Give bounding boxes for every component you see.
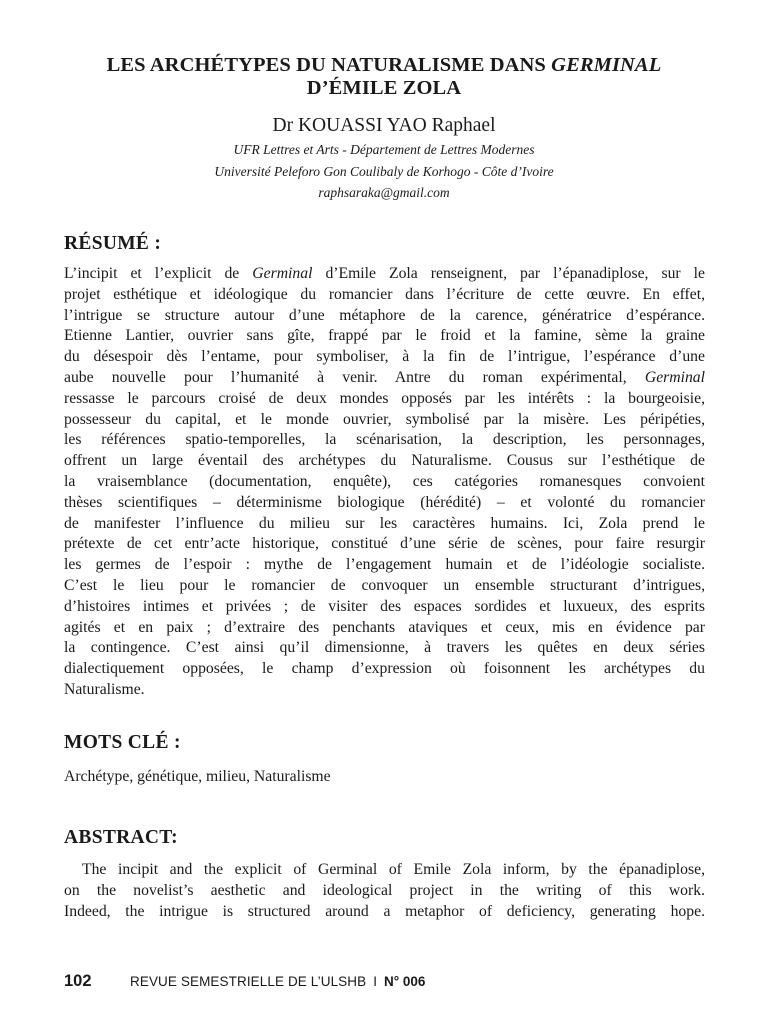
keywords-text: Archétype, génétique, milieu, Naturalisme <box>64 768 331 785</box>
issue-number: N° 006 <box>384 973 426 989</box>
journal-name: REVUE SEMESTRIELLE DE L’ULSHB <box>130 973 367 989</box>
affiliation-university: Université Peleforo Gon Coulibaly de Korhogo - Côte d’Ivoire <box>214 163 554 179</box>
keywords-heading: MOTS CLÉ : <box>64 732 181 753</box>
resume-line: les références spatio-temporelles, la scénarisation, la description, les personnages, <box>64 431 705 449</box>
resume-line-1b: d’Emile Zola renseignent, par l’épanadiplose, sur le <box>312 265 705 282</box>
resume-line-1a: L’incipit et l’explicit de <box>64 265 253 282</box>
resume-heading: RÉSUMÉ : <box>64 233 162 254</box>
resume-line: du désespoir dès l’entame, pour symboliser, à la fin de l’intrigue, l’espérance d’une <box>64 348 705 366</box>
resume-line: dialectiquement opposées, le champ d’expression où foisonnent les archétypes du <box>64 660 705 678</box>
article-title <box>64 54 704 100</box>
author-name: Dr KOUASSI YAO Raphael <box>272 115 496 136</box>
abstract-line: Indeed, the intrigue is structured around a metaphor of deficiency, generating hope. <box>64 902 705 920</box>
resume-line: C’est le lieu pour le romancier de convoquer un ensemble structurant d’intrigues, <box>64 576 705 594</box>
resume-line: offrent un large éventail des archétypes du Naturalisme. Cousus sur l’esthétique de <box>64 452 705 470</box>
affiliation-department: UFR Lettres et Arts - Département de Lettres Modernes <box>233 142 535 157</box>
title-line-1 <box>64 54 704 77</box>
resume-line: thèses scientifiques – déterminisme biologique (hérédité) – et volonté du romancier <box>64 493 705 511</box>
page-number: 102 <box>64 971 92 990</box>
affiliation <box>64 139 704 204</box>
resume-line <box>64 368 705 389</box>
resume-line: la vraisemblance (documentation, enquête), ces catégories romanesques convoient <box>64 472 705 490</box>
resume-line: possesseur du capital, et le monde ouvrier, symbolisé par la misère. Les péripéties, <box>64 410 705 428</box>
resume-line: projet esthétique et idéologique du romancier dans l’écriture de cette œuvre. En effet, <box>64 285 705 303</box>
page-footer <box>64 970 425 992</box>
resume-line: la contingence. C’est ainsi qu’il dimensionne, à travers les quêtes en deux séries <box>64 639 705 657</box>
resume-line: prétexte de cet entr’acte historique, constitué d’une série de scènes, pour faire resurgir <box>64 535 705 553</box>
resume-line: d’histoires intimes et privées ; de visiter des espaces sordides et luxueux, des esprits <box>64 597 705 615</box>
resume-line: Naturalisme. <box>64 680 145 698</box>
abstract-body <box>64 860 705 922</box>
author-email[interactable]: raphsaraka@gmail.com <box>318 185 450 200</box>
title-line-1-text: LES ARCHÉTYPES DU NATURALISME DANS <box>106 54 552 76</box>
resume-body <box>64 264 705 701</box>
resume-line <box>64 264 705 285</box>
resume-line: Etienne Lantier, ouvrier sans gîte, frappé par le froid et la famine, sème la graine <box>64 327 705 345</box>
resume-italic-work-2: Germinal <box>644 368 705 386</box>
title-line-2: D’ÉMILE ZOLA <box>306 77 462 99</box>
resume-line: de manifester l’influence du milieu sur les caractères humains. Ici, Zola prend le <box>64 514 705 532</box>
resume-line: ressasse le parcours croisé de deux mondes opposés par les intérêts : la bourgeoisie, <box>64 389 705 407</box>
abstract-heading: ABSTRACT: <box>64 827 178 848</box>
footer-separator: I <box>373 973 377 989</box>
resume-line: l’intrigue se structure autour d’une métaphore de la carence, génératrice d’espérance. <box>64 306 705 324</box>
resume-italic-work: Germinal <box>252 265 313 282</box>
abstract-line: The incipit and the explicit of Germinal of Emile Zola inform, by the épanadiplose, <box>82 861 705 878</box>
title-italic-work: GERMINAL <box>551 54 662 76</box>
abstract-line: on the novelist’s aesthetic and ideological project in the writing of this work. <box>64 881 705 899</box>
resume-line: les germes de l’espoir : mythe de l’engagement humain et de l’idéologie socialiste. <box>64 556 705 574</box>
resume-line: agités et en paix ; d’extraire des penchants ataviques et ceux, mis en évidence par <box>64 618 705 636</box>
resume-line-6a: aube nouvelle pour l’humanité à venir. Antre du roman expérimental, <box>64 368 645 386</box>
